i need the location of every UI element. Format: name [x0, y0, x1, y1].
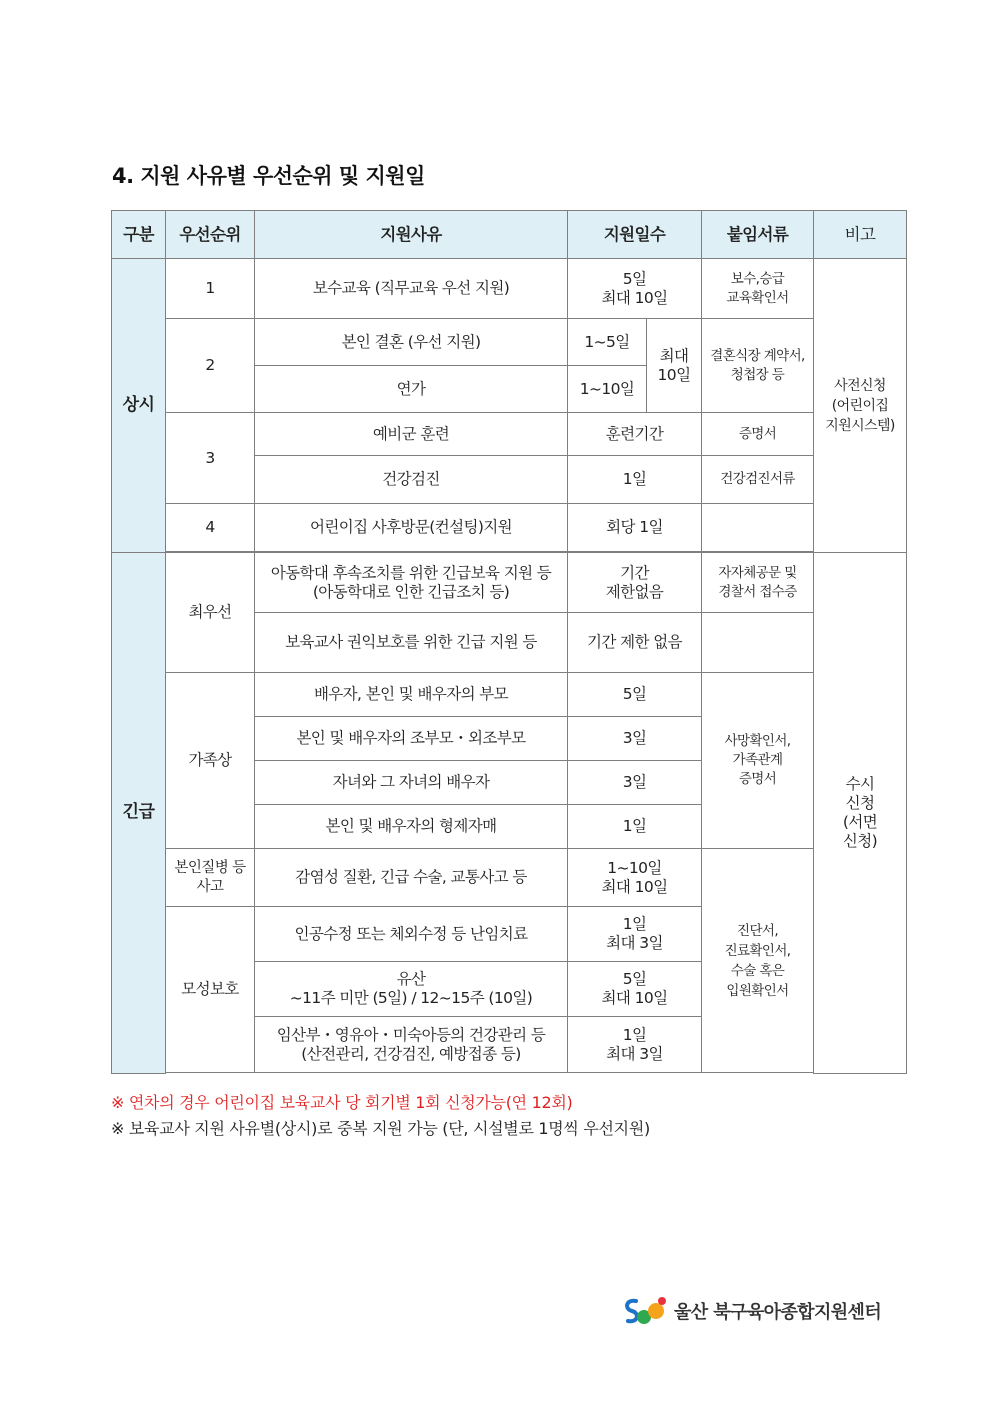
reason-cell: 보수교육 (직무교육 우선 지원)	[255, 259, 568, 319]
days-cell: 1~10일 최대 10일	[568, 849, 702, 907]
priority-cell: 가족상	[166, 673, 255, 849]
table-row	[112, 413, 907, 456]
days-cell: 1~10일	[568, 366, 647, 413]
center-logo-icon	[622, 1293, 668, 1329]
priority-cell: 모성보호	[166, 907, 255, 1073]
reason-cell: 건강검진	[255, 456, 568, 504]
days-cell: 훈련기간	[568, 413, 702, 456]
documents-cell: 결혼식장 계약서, 청첩장 등	[702, 319, 814, 413]
table-row	[112, 319, 907, 366]
table-row	[112, 553, 907, 613]
days-cell: 3일	[568, 761, 702, 805]
reason-cell: 자녀와 그 자녀의 배우자	[255, 761, 568, 805]
reason-cell: 아동학대 후속조치를 위한 긴급보육 지원 등 (아동학대로 인한 긴급조치 등)	[255, 553, 568, 613]
note-duplicate-support: ※ 보육교사 지원 사유별(상시)로 중복 지원 가능 (단, 시설별로 1명씩 우선지원)	[111, 1119, 650, 1138]
days-cell: 3일	[568, 717, 702, 761]
priority-cell: 본인질병 등 사고	[166, 849, 255, 907]
documents-cell: 증명서	[702, 413, 814, 456]
remark-advance-application: 사전신청 (어린이집 지원시스템)	[814, 259, 907, 553]
priority-cell: 3	[166, 413, 255, 504]
days-cell: 1~5일	[568, 319, 647, 366]
documents-cell: 사망확인서, 가족관계 증명서	[702, 673, 814, 849]
reason-cell: 인공수정 또는 체외수정 등 난임치료	[255, 907, 568, 962]
reason-cell: 배우자, 본인 및 배우자의 부모	[255, 673, 568, 717]
table-row	[112, 849, 907, 907]
days-cell: 1일 최대 3일	[568, 1017, 702, 1073]
reason-cell: 연가	[255, 366, 568, 413]
category-gingeup: 긴급	[112, 553, 166, 1074]
header-priority: 우선순위	[166, 211, 255, 259]
days-cell: 5일 최대 10일	[568, 259, 702, 319]
reason-cell: 보육교사 권익보호를 위한 긴급 지원 등	[255, 613, 568, 673]
days-cell: 기간 제한 없음	[568, 613, 702, 673]
reason-cell: 본인 및 배우자의 형제자매	[255, 805, 568, 849]
priority-cell: 4	[166, 504, 255, 552]
header-remarks: 비고	[814, 211, 907, 259]
documents-cell: 진단서, 진료확인서, 수술 혹은 입원확인서	[702, 849, 814, 1073]
days-cell: 1일 최대 3일	[568, 907, 702, 962]
category-sangsi: 상시	[112, 259, 166, 553]
reason-cell: 본인 결혼 (우선 지원)	[255, 319, 568, 366]
priority-cell: 2	[166, 319, 255, 413]
days-cell: 회당 1일	[568, 504, 702, 552]
reason-cell: 유산 ~11주 미만 (5일) / 12~15주 (10일)	[255, 962, 568, 1017]
documents-cell	[702, 504, 814, 552]
documents-cell: 보수,승급 교육확인서	[702, 259, 814, 319]
header-documents: 붙임서류	[702, 211, 814, 259]
days-cell: 5일 최대 10일	[568, 962, 702, 1017]
reason-cell: 예비군 훈련	[255, 413, 568, 456]
documents-cell	[702, 613, 814, 673]
days-cell: 기간 제한없음	[568, 553, 702, 613]
days-cell: 1일	[568, 805, 702, 849]
reason-cell: 본인 및 배우자의 조부모・외조부모	[255, 717, 568, 761]
documents-cell: 건강검진서류	[702, 456, 814, 504]
notes	[111, 1090, 650, 1142]
footer-org-name: 울산 북구육아종합지원센터	[674, 1302, 882, 1323]
note-annual-leave: ※ 연차의 경우 어린이집 보육교사 당 회기별 1회 신청가능(연 12회)	[111, 1093, 573, 1112]
table-row	[112, 504, 907, 552]
priority-cell: 최우선	[166, 553, 255, 673]
reason-cell: 임산부・영유아・미숙아등의 건강관리 등 (산전관리, 건강검진, 예방접종 등)	[255, 1017, 568, 1073]
reason-cell: 감염성 질환, 긴급 수술, 교통사고 등	[255, 849, 568, 907]
days-cell: 5일	[568, 673, 702, 717]
header-category: 구분	[112, 211, 166, 259]
header-days: 지원일수	[568, 211, 702, 259]
footer	[622, 1293, 881, 1329]
table-header-row	[112, 211, 907, 259]
remark-anytime-application: 수시 신청 (서면 신청)	[814, 553, 907, 1074]
reason-cell: 어린이집 사후방문(컨설팅)지원	[255, 504, 568, 552]
page-title: 4. 지원 사유별 우선순위 및 지원일	[112, 164, 425, 188]
support-table	[111, 210, 907, 1074]
table-row	[112, 673, 907, 717]
days-cell: 1일	[568, 456, 702, 504]
days-max-cell: 최대 10일	[647, 319, 702, 413]
header-reason: 지원사유	[255, 211, 568, 259]
table-row	[112, 259, 907, 319]
priority-cell: 1	[166, 259, 255, 319]
documents-cell: 자자체공문 및 경찰서 접수증	[702, 553, 814, 613]
